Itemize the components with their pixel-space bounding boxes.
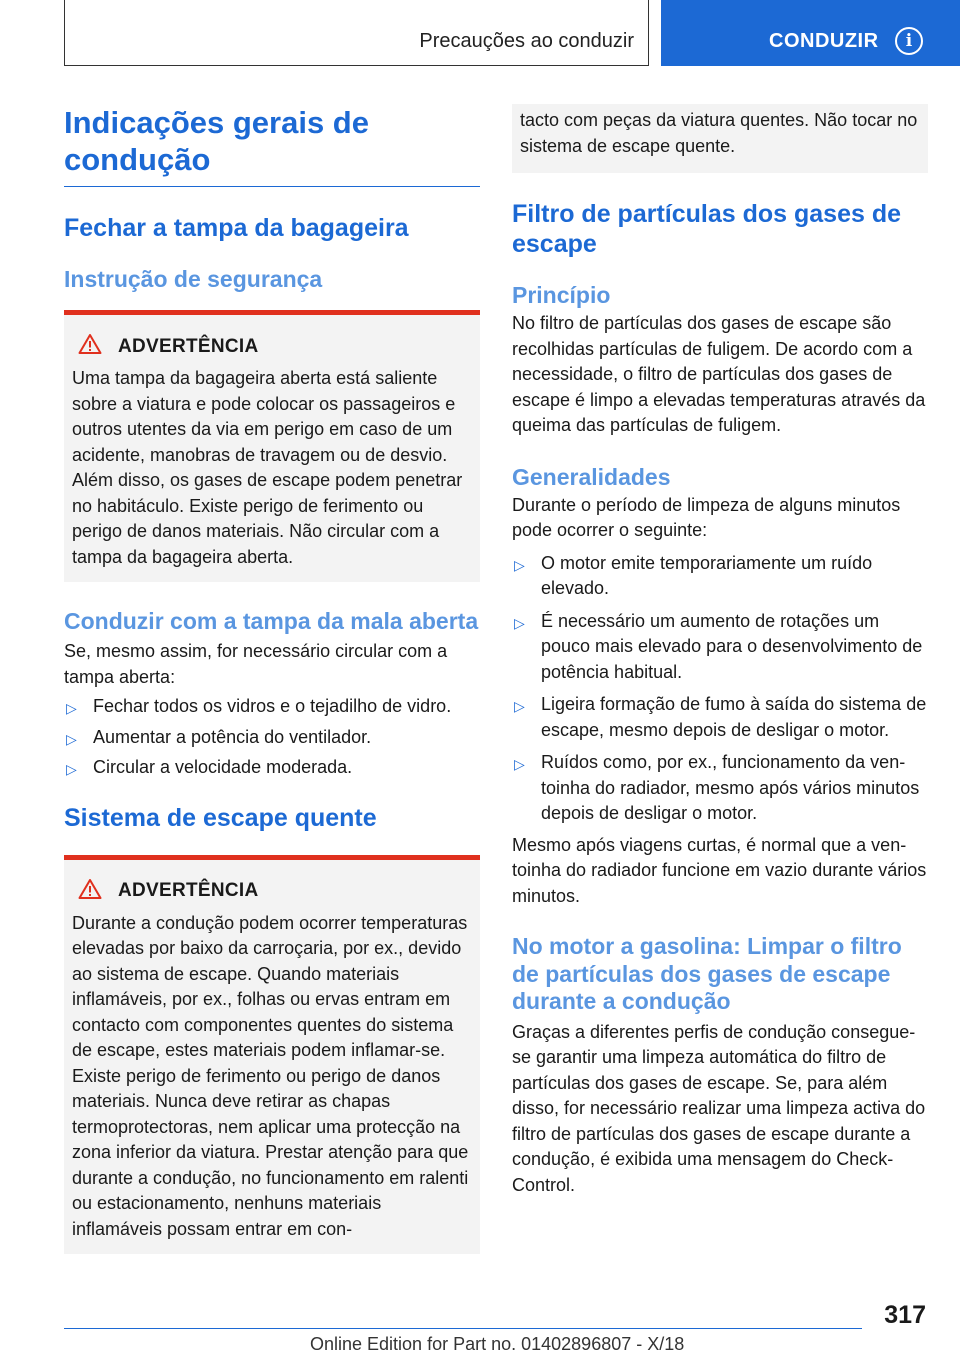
heading-filtro-particulas: Filtro de partículas dos gases de escape [512,200,902,258]
footer-edition: Online Edition for Part no. 01402896807 - X/18 [310,1334,685,1354]
header-chapter-tab[interactable] [661,0,960,66]
subheading-principio: Princípio [512,282,611,308]
bullet-list-limpeza [512,551,928,827]
warning-header [72,878,472,905]
paragraph-generalidades: Durante o período de limpeza de alguns minutos pode ocorrer o seguinte: [512,494,901,540]
header-section-title: Precauções ao conduzir [419,30,634,52]
bullet-list-mala [64,694,480,781]
right-column [512,104,928,1198]
triangle-bullet-icon: ▷ [514,698,525,714]
triangle-bullet-icon: ▷ [66,730,77,747]
paragraph-motor-gasolina: Graças a diferentes perfis de condução consegue-se garantir uma limpeza automática do filtro de partículas dos gases de escape. Se, para além disso, for necessário realizar uma limpeza activa do filtro de partículas dos gases de escape durante a condução, é exibida uma mensagem do Check-Control. [512,1021,926,1195]
header-section-box [64,0,649,66]
triangle-bullet-icon: ▷ [514,556,525,573]
paragraph-intro: Se, mesmo assim, for necessário circular com a tampa aberta: [64,641,448,687]
list-item: ▷ O motor emite temporariamente um ruído elevado. [514,552,873,598]
warning-box-escape [64,855,480,1255]
paragraph-ventoinha: Mesmo após viagens curtas, é normal que a ventoinha do radiador funcione em vazio durante vários minutos. [512,834,927,906]
subheading-conduzir-mala-aberta: Conduzir com a tampa da mala aberta [64,608,479,634]
list-item: ▷ É necessário um aumento de rotações um pouco mais elevado para o desenvolvimento de potência habitual. [514,610,923,682]
subheading-generalidades: Generalidades [512,463,671,490]
heading-fechar-tampa: Fechar a tampa da bagageira [64,214,409,242]
warning-triangle-icon [72,878,112,905]
paragraph-principio: No filtro de partículas dos gases de escape são recolhidas partículas de fuligem. De acordo com a necessidade, o filtro de partículas dos gases de escape é limpo a elevadas temperaturas através da queima das partículas de fuligem. [512,313,926,435]
list-item: ▷ Ruídos como, por ex., funcionamento da ventoinha do radiador, mesmo após vários minutos depois de desligar o motor. [514,752,920,823]
subheading-motor-gasolina: No motor a gasolina: Limpar o filtro de partículas dos gases de escape durante a condução [512,933,902,1014]
warning-text-continued: tacto com peças da viatura quentes. Não tocar no sistema de escape quente. [520,110,918,156]
page-number: 317 [884,1301,926,1329]
chapter-tab-label: CONDUZIR [769,30,879,52]
triangle-bullet-icon: ▷ [514,756,525,772]
warning-triangle-icon [72,333,112,360]
list-item: ▷ Aumentar a potência do ventilador. [64,725,480,751]
triangle-bullet-icon: ▷ [514,614,525,631]
list-item: ▷ Ligeira formação de fumo à saída do sistema de escape, mesmo depois de desligar o motor. [514,694,927,740]
warning-text: Durante a condução podem ocorrer temperaturas elevadas por baixo da carroçaria, por ex., devido ao sistema de escape. Quando materiais inflamáveis, por ex., folhas ou ervas entram em contacto com componentes quentes do sistema de escape, estes materiais podem inflamar-se. Existe perigo de ferimento ou perigo de danos materiais. Nunca deve retirar as chapas termoprotectoras, nem aplicar uma protecção na zona inferior da viatura. Prestar atenção para que durante a condução, no funcionamento em ralenti ou estacionamento, nenhuns materiais inflamáveis possam entrar em con- [72,912,469,1239]
warning-label: ADVERTÊNCIA [118,335,259,357]
heading-sistema-escape: Sistema de escape quente [64,803,377,832]
left-column [64,104,480,1254]
warning-box-continued [512,104,928,173]
warning-text: Uma tampa da bagageira aberta está saliente sobre a viatura e pode colocar os passageiros e outros utentes da via em perigo em caso de um acidente, manobras de travagem ou de desvio. Além disso, os gases de escape podem penetrar no habitáculo. Existe perigo de ferimento ou perigo de danos materiais. Não circular com a tampa da bagageira aberta. [72,368,463,567]
triangle-bullet-icon: ▷ [66,700,77,716]
info-icon[interactable]: i [895,27,923,55]
subheading-instrucao-seguranca: Instrução de segurança [64,266,323,292]
footer-divider [64,1328,862,1329]
list-item: ▷ Fechar todos os vidros e o tejadilho de vidro. [64,694,480,720]
warning-header [72,333,472,360]
page-title: Indicações gerais de condução [64,104,480,187]
warning-box-tampa [64,310,480,582]
triangle-bullet-icon: ▷ [66,761,77,777]
warning-label: ADVERTÊNCIA [118,880,259,901]
list-item: ▷ Circular a velocidade moderada. [64,755,480,781]
